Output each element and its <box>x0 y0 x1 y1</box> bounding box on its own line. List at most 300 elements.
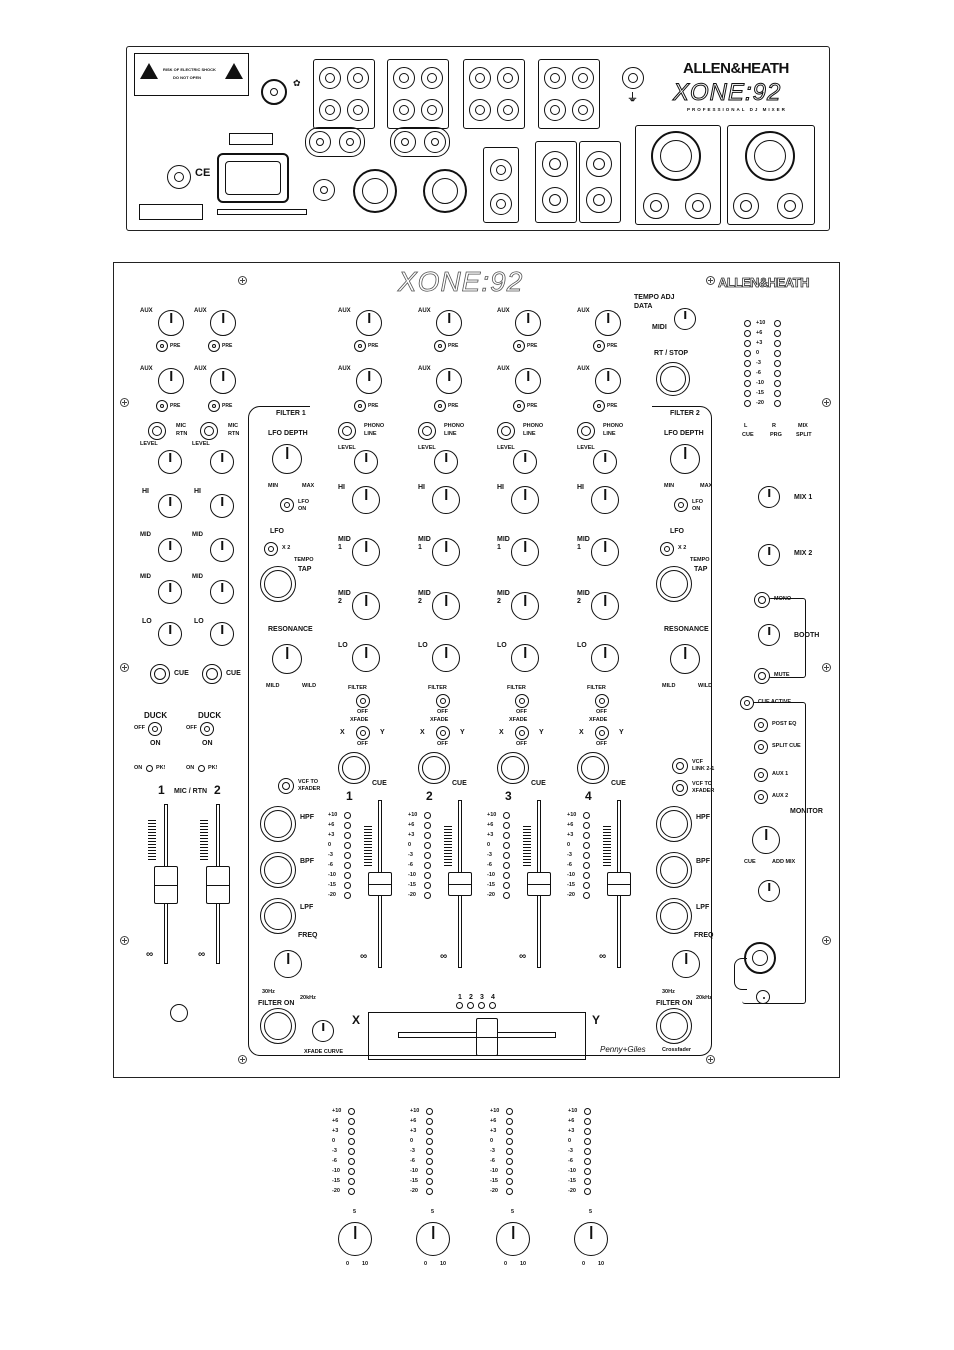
mic2-fader-cap[interactable] <box>206 866 230 904</box>
meter-scale-label: -20 <box>408 892 416 898</box>
meter-scale-label: +10 <box>487 812 497 818</box>
ch1-cue-button[interactable] <box>338 752 370 784</box>
ch2-mid1-knob[interactable] <box>432 538 460 566</box>
lfo-x2-button-1[interactable] <box>264 542 278 556</box>
mic1-pre2-button[interactable] <box>156 400 168 412</box>
mic1-mid-knob[interactable] <box>158 538 182 562</box>
ch3-cue-button[interactable] <box>497 752 529 784</box>
ch3-filter-assign-switch[interactable] <box>515 694 529 708</box>
bottom-meter-led <box>506 1128 513 1135</box>
mic1-lo-knob[interactable] <box>158 622 182 646</box>
ch1-meter-led <box>344 862 351 869</box>
duck-on-label: ON <box>202 740 213 747</box>
ch1-meter-led <box>344 882 351 889</box>
mic2-lo-knob[interactable] <box>210 622 234 646</box>
filter-label: FILTER <box>587 685 606 691</box>
ch3-fader-cap[interactable] <box>527 872 551 896</box>
mic2-hi-knob[interactable] <box>210 494 234 518</box>
ch4-meter-led <box>583 812 590 819</box>
ch4-xfade-assign-switch[interactable] <box>595 726 609 740</box>
aux1-monitor-button[interactable] <box>754 768 768 782</box>
master-r-led <box>774 340 781 347</box>
vcf-to-label: VCF TO <box>298 779 319 785</box>
rear-brand: ALLEN&HEATH <box>683 60 789 77</box>
ch2-fader-cap[interactable] <box>448 872 472 896</box>
mic2-pre2-button[interactable] <box>208 400 220 412</box>
ch3-aux1-knob[interactable] <box>515 310 541 336</box>
trs-jack[interactable] <box>586 151 612 177</box>
rtn-label: RTN <box>228 431 240 437</box>
crossfader-x-label: X <box>352 1013 361 1027</box>
duck-off-label: OFF <box>134 725 145 731</box>
ch3-meter-led <box>503 862 510 869</box>
ch4-phono-line-button[interactable] <box>577 422 595 440</box>
ch3-hi-knob[interactable] <box>511 486 539 514</box>
lfo-depth-knob-2[interactable] <box>670 444 700 474</box>
rca-jack[interactable] <box>572 67 594 89</box>
mix1-knob[interactable] <box>758 486 780 508</box>
xf-assign-led <box>489 1002 496 1009</box>
master-r-led <box>774 400 781 407</box>
pre-label: PRE <box>448 343 459 349</box>
bottom-meter-scale-label: -10 <box>410 1168 418 1174</box>
ch2-hi-knob[interactable] <box>432 486 460 514</box>
post-eq-button[interactable] <box>754 718 768 732</box>
xlr-input[interactable] <box>353 169 397 213</box>
ch1-level-knob[interactable] <box>354 450 378 474</box>
aux-label: AUX <box>140 308 153 314</box>
midi-port[interactable] <box>261 79 287 105</box>
on-label: ON <box>134 765 143 771</box>
aux-label: AUX <box>338 366 351 372</box>
phono-label: PHONO <box>603 423 624 429</box>
rear-subtitle: PROFESSIONAL DJ MIXER <box>687 107 787 112</box>
freq-label: FREQ <box>298 932 318 939</box>
ch4-meter-led <box>583 882 590 889</box>
xf-assign-4: 4 <box>491 994 495 1001</box>
filter-on-label: FILTER ON <box>258 1000 295 1007</box>
trs-jack[interactable] <box>394 131 416 153</box>
vcf-link-label: VCF <box>692 759 703 765</box>
bottom-meter-scale-label: -20 <box>568 1188 576 1194</box>
level-label: LEVEL <box>140 441 158 447</box>
off-label: OFF <box>516 709 527 715</box>
freq-knob-2[interactable] <box>672 950 700 978</box>
lfo-x2-button-2[interactable] <box>660 542 674 556</box>
meter-scale-label: -20 <box>567 892 575 898</box>
ch4-aux2-knob[interactable] <box>595 368 621 394</box>
ch2-mid2-knob[interactable] <box>432 592 460 620</box>
ch4-mid1-knob[interactable] <box>591 538 619 566</box>
lo-label: LO <box>577 642 587 649</box>
aux-label: AUX <box>418 308 431 314</box>
bottom-meter-led <box>348 1128 355 1135</box>
pre-label: PRE <box>222 403 233 409</box>
serial-label <box>229 133 273 145</box>
filter-label: FILTER <box>348 685 367 691</box>
bottom-meter-scale-label: -15 <box>332 1178 340 1184</box>
mic1-cue-button[interactable] <box>150 664 170 684</box>
filter-on-button-2[interactable] <box>656 1008 692 1044</box>
crossfader-knob[interactable] <box>476 1018 498 1056</box>
ch4-mid2-knob[interactable] <box>591 592 619 620</box>
mic1-pre1-button[interactable] <box>156 340 168 352</box>
hi-label: HI <box>497 484 504 491</box>
mild-label-2: MILD <box>662 683 676 689</box>
ch4-meter-led <box>583 852 590 859</box>
warning-triangle-icon <box>140 63 158 79</box>
ch1-meter-led <box>344 812 351 819</box>
bottom-meter-led <box>584 1108 591 1115</box>
xlr-input[interactable] <box>423 169 467 213</box>
meter-scale-label: -6 <box>487 862 492 868</box>
rating-label <box>139 204 203 220</box>
headphone-mini-jack[interactable] <box>756 990 770 1004</box>
ch1-fader-cap[interactable] <box>368 872 392 896</box>
inf-label: ∞ <box>519 951 527 962</box>
headphone-jack[interactable] <box>744 942 776 974</box>
mic1-duck-button[interactable] <box>148 722 162 736</box>
ch4-meter-led <box>583 832 590 839</box>
bottom-meter-led <box>506 1108 513 1115</box>
rca-jack[interactable] <box>490 193 512 215</box>
mid1-label: 1 <box>577 544 581 551</box>
ch2-level-knob[interactable] <box>434 450 458 474</box>
bottom-meter-knob[interactable] <box>496 1222 530 1256</box>
trs-jack[interactable] <box>586 187 612 213</box>
bottom-meter-led <box>348 1178 355 1185</box>
mic2-mid-knob[interactable] <box>210 538 234 562</box>
mic-number-1: 1 <box>158 783 165 797</box>
off-label: OFF <box>516 741 527 747</box>
ch3-lo-knob[interactable] <box>511 644 539 672</box>
duck-off-label: OFF <box>186 725 197 731</box>
xfade-curve-knob[interactable] <box>312 1020 334 1042</box>
ch4-aux1-knob[interactable] <box>595 310 621 336</box>
xfade-label: XFADE <box>430 717 449 723</box>
ch3-mid1-knob[interactable] <box>511 538 539 566</box>
split-cue-button[interactable] <box>754 740 768 754</box>
trs-jack[interactable] <box>309 131 331 153</box>
mic1-fader-scale <box>148 820 156 860</box>
master-l-led <box>744 320 751 327</box>
wild-label-2: WILD <box>698 683 713 689</box>
phones-level-knob[interactable] <box>758 880 780 902</box>
bottom-meter-scale-label: -10 <box>568 1168 576 1174</box>
ch2-aux1-knob[interactable] <box>436 310 462 336</box>
ch4-hi-knob[interactable] <box>591 486 619 514</box>
ch1-aux1-knob[interactable] <box>356 310 382 336</box>
ce-mark: CE <box>195 167 211 179</box>
start-stop-button[interactable] <box>656 362 690 396</box>
pre-label: PRE <box>368 403 379 409</box>
mute-button[interactable] <box>754 668 770 684</box>
rca-jack[interactable] <box>469 99 491 121</box>
ground-terminal[interactable] <box>622 67 644 89</box>
ch4-pre1-button[interactable] <box>593 340 605 352</box>
post-eq-label: POST EQ <box>772 721 797 727</box>
bottom-meter-led <box>584 1178 591 1185</box>
vcf-to-xfader-button-1[interactable] <box>278 778 294 794</box>
bottom-meter-knob[interactable] <box>338 1222 372 1256</box>
aux2-monitor-button[interactable] <box>754 790 768 804</box>
mic2-mic-rtn-button[interactable] <box>200 422 218 440</box>
vcf-to-xfader-button-2[interactable] <box>672 780 688 796</box>
lo-label: LO <box>418 642 428 649</box>
mic2-aux2-knob[interactable] <box>210 368 236 394</box>
rca-jack[interactable] <box>319 67 341 89</box>
ch2-xfade-assign-switch[interactable] <box>436 726 450 740</box>
level-label: LEVEL <box>338 445 356 451</box>
screw-icon <box>822 936 831 945</box>
mid-label: MID <box>140 574 151 580</box>
aux-label: AUX <box>497 308 510 314</box>
bpf-button-2[interactable] <box>656 852 692 888</box>
ch2-pre2-button[interactable] <box>434 400 446 412</box>
headphones-icon <box>734 958 747 990</box>
ch1-phono-line-button[interactable] <box>338 422 356 440</box>
rear-model: XONE:92 <box>673 79 782 106</box>
gear-icon: ✿ <box>293 78 301 88</box>
mid-label: MID <box>577 536 590 543</box>
trs-jack[interactable] <box>424 131 446 153</box>
freq-knob-1[interactable] <box>274 950 302 978</box>
mono-button[interactable] <box>754 592 770 608</box>
ch4-level-knob[interactable] <box>593 450 617 474</box>
rca-jack[interactable] <box>572 99 594 121</box>
ch4-pre2-button[interactable] <box>593 400 605 412</box>
mic2-aux1-knob[interactable] <box>210 310 236 336</box>
trs-jack[interactable] <box>339 131 361 153</box>
hpf-button-2[interactable] <box>656 806 692 842</box>
master-l-led <box>744 390 751 397</box>
mic1-aux2-knob[interactable] <box>158 368 184 394</box>
master-meter-foot-r: R <box>772 423 776 429</box>
lo-label: LO <box>142 618 152 625</box>
bottom-meter-led <box>506 1138 513 1145</box>
mic2-cue-button[interactable] <box>202 664 222 684</box>
trs-jack[interactable] <box>777 193 803 219</box>
meter-scale-label: -15 <box>567 882 575 888</box>
mid-label: MID <box>192 574 203 580</box>
lfo-depth-knob-1[interactable] <box>272 444 302 474</box>
lfo-on-label-2: ON <box>298 506 307 512</box>
ch1-filter-assign-switch[interactable] <box>356 694 370 708</box>
meter-scale-label: -3 <box>567 852 572 858</box>
bottom-knob-tick-5: 5 <box>431 1209 435 1215</box>
ch2-aux2-knob[interactable] <box>436 368 462 394</box>
bpf-button-1[interactable] <box>260 852 296 888</box>
ch1-meter-led <box>344 842 351 849</box>
bottom-meter-scale-label: -3 <box>490 1148 495 1154</box>
hi-label: HI <box>142 488 149 495</box>
rca-jack[interactable] <box>421 99 443 121</box>
ch2-cue-button[interactable] <box>418 752 450 784</box>
rca-jack[interactable] <box>347 99 369 121</box>
rca-jack[interactable] <box>393 67 415 89</box>
filter-section-frame <box>248 403 715 1056</box>
ch1-lo-knob[interactable] <box>352 644 380 672</box>
pre-label: PRE <box>527 343 538 349</box>
bottom-meter-led <box>506 1168 513 1175</box>
lfo-label: LFO <box>270 528 284 535</box>
ground-icon: ⏚ <box>627 92 638 104</box>
off-label: OFF <box>437 709 448 715</box>
ch4-cue-button[interactable] <box>577 752 609 784</box>
ch3-phono-line-button[interactable] <box>497 422 515 440</box>
hi-label: HI <box>577 484 584 491</box>
tap-button-2[interactable] <box>656 566 692 602</box>
bottom-meter-knob[interactable] <box>416 1222 450 1256</box>
cue-mix-knob[interactable] <box>752 826 780 854</box>
rca-jack[interactable] <box>393 99 415 121</box>
ch3-pre2-button[interactable] <box>513 400 525 412</box>
rca-jack[interactable] <box>469 67 491 89</box>
ch2-meter-led <box>424 882 431 889</box>
bottom-meter-knob[interactable] <box>574 1222 608 1256</box>
trs-jack[interactable] <box>542 187 568 213</box>
master-l-led <box>744 360 751 367</box>
warning-text-1: RISK OF ELECTRIC SHOCK <box>163 67 216 72</box>
ch3-xfade-assign-switch[interactable] <box>515 726 529 740</box>
tap-button-1[interactable] <box>260 566 296 602</box>
rca-jack[interactable] <box>490 159 512 181</box>
bottom-meter-led <box>348 1138 355 1145</box>
y-label: Y <box>460 729 465 736</box>
hi-label: HI <box>418 484 425 491</box>
mic1-fader-cap[interactable] <box>154 866 178 904</box>
bottom-meter-led <box>348 1118 355 1125</box>
pk-label: PK! <box>208 765 218 771</box>
pre-label: PRE <box>607 343 618 349</box>
mic2-mid2-knob[interactable] <box>210 580 234 604</box>
ch1-pre1-button[interactable] <box>354 340 366 352</box>
resonance-knob-1[interactable] <box>272 644 302 674</box>
xlr-output[interactable] <box>651 131 701 181</box>
trs-jack[interactable] <box>643 193 669 219</box>
channel-number-3: 3 <box>505 789 512 803</box>
ch2-lo-knob[interactable] <box>432 644 460 672</box>
ch2-meter-led <box>424 852 431 859</box>
mic1-level-knob[interactable] <box>158 450 182 474</box>
ch1-pre2-button[interactable] <box>354 400 366 412</box>
mic-label: MIC <box>228 423 239 429</box>
bottom-meter-led <box>348 1108 355 1115</box>
screw-icon <box>706 276 715 285</box>
tempo-data-encoder[interactable] <box>674 308 696 330</box>
bottom-meter-scale-label: -15 <box>568 1178 576 1184</box>
mic1-hi-knob[interactable] <box>158 494 182 518</box>
ch4-fader-cap[interactable] <box>607 872 631 896</box>
mic2-level-knob[interactable] <box>210 450 234 474</box>
ch3-aux2-knob[interactable] <box>515 368 541 394</box>
mic2-duck-button[interactable] <box>200 722 214 736</box>
ch1-xfade-assign-switch[interactable] <box>356 726 370 740</box>
mix2-knob[interactable] <box>758 544 780 566</box>
ch4-filter-assign-switch[interactable] <box>595 694 609 708</box>
mic1-mid2-knob[interactable] <box>158 580 182 604</box>
trs-jack[interactable] <box>542 151 568 177</box>
lfo-on-button-1[interactable] <box>280 498 294 512</box>
lpf-button-1[interactable] <box>260 898 296 934</box>
rca-jack[interactable] <box>319 99 341 121</box>
meter-scale-label: +3 <box>567 832 574 838</box>
bottom-meter-scale-label: 0 <box>410 1138 414 1144</box>
mic1-mic-rtn-button[interactable] <box>148 422 166 440</box>
rca-jack[interactable] <box>347 67 369 89</box>
mic2-pre1-button[interactable] <box>208 340 220 352</box>
lfo-on-label-r: LFO <box>692 499 703 505</box>
data-label: DATA <box>634 303 653 310</box>
ch3-mid2-knob[interactable] <box>511 592 539 620</box>
ch4-meter-led <box>583 822 590 829</box>
ch1-aux2-knob[interactable] <box>356 368 382 394</box>
meter-scale-label: -6 <box>328 862 333 868</box>
x-label: X <box>340 729 345 736</box>
ch4-lo-knob[interactable] <box>591 644 619 672</box>
meter-scale-label: +10 <box>328 812 338 818</box>
hpf-button-1[interactable] <box>260 806 296 842</box>
bottom-knob-tick-0: 0 <box>424 1261 428 1267</box>
bottom-meter-scale-label: 0 <box>568 1138 572 1144</box>
meter-scale-label: -10 <box>567 872 575 878</box>
filter-on-button-1[interactable] <box>260 1008 296 1044</box>
trs-jack[interactable] <box>685 193 711 219</box>
ch1-meter-led <box>344 852 351 859</box>
panel-model-logo: XONE:92 <box>398 266 524 297</box>
vcf-link-button[interactable] <box>672 758 688 774</box>
ch2-phono-line-button[interactable] <box>418 422 436 440</box>
ch3-pre1-button[interactable] <box>513 340 525 352</box>
filter2-title: FILTER 2 <box>670 410 700 417</box>
xlr-output[interactable] <box>745 131 795 181</box>
power-switch[interactable] <box>313 179 335 201</box>
rca-jack[interactable] <box>544 67 566 89</box>
ch1-hi-knob[interactable] <box>352 486 380 514</box>
pre-label: PRE <box>607 403 618 409</box>
fuse-holder[interactable] <box>167 165 191 189</box>
bottom-meter-scale-label: -10 <box>490 1168 498 1174</box>
trs-jack[interactable] <box>733 193 759 219</box>
bottom-meter-scale-label: -15 <box>490 1178 498 1184</box>
master-r-led <box>774 330 781 337</box>
ch1-mid2-knob[interactable] <box>352 592 380 620</box>
bottom-meter-led <box>506 1188 513 1195</box>
aux2-monitor-label: AUX 2 <box>772 793 789 799</box>
ch1-mid1-knob[interactable] <box>352 538 380 566</box>
cue-label: CUE <box>452 780 467 787</box>
rca-jack[interactable] <box>497 67 519 89</box>
inf-label: ∞ <box>599 951 607 962</box>
rca-jack[interactable] <box>544 99 566 121</box>
tap-label: TAP <box>298 566 312 573</box>
mid1-label: 1 <box>497 544 501 551</box>
ch2-pre1-button[interactable] <box>434 340 446 352</box>
master-meter-scale-label: -10 <box>756 380 764 386</box>
pre-label: PRE <box>368 343 379 349</box>
rca-jack[interactable] <box>421 67 443 89</box>
ch3-level-knob[interactable] <box>513 450 537 474</box>
mic1-aux1-knob[interactable] <box>158 310 184 336</box>
ch2-filter-assign-switch[interactable] <box>436 694 450 708</box>
lfo-on-button-2[interactable] <box>674 498 688 512</box>
y-label: Y <box>619 729 624 736</box>
lpf-button-2[interactable] <box>656 898 692 934</box>
resonance-knob-2[interactable] <box>670 644 700 674</box>
mic-rtn-caption: MIC / RTN <box>174 788 208 795</box>
rca-jack[interactable] <box>497 99 519 121</box>
booth-knob[interactable] <box>758 624 780 646</box>
